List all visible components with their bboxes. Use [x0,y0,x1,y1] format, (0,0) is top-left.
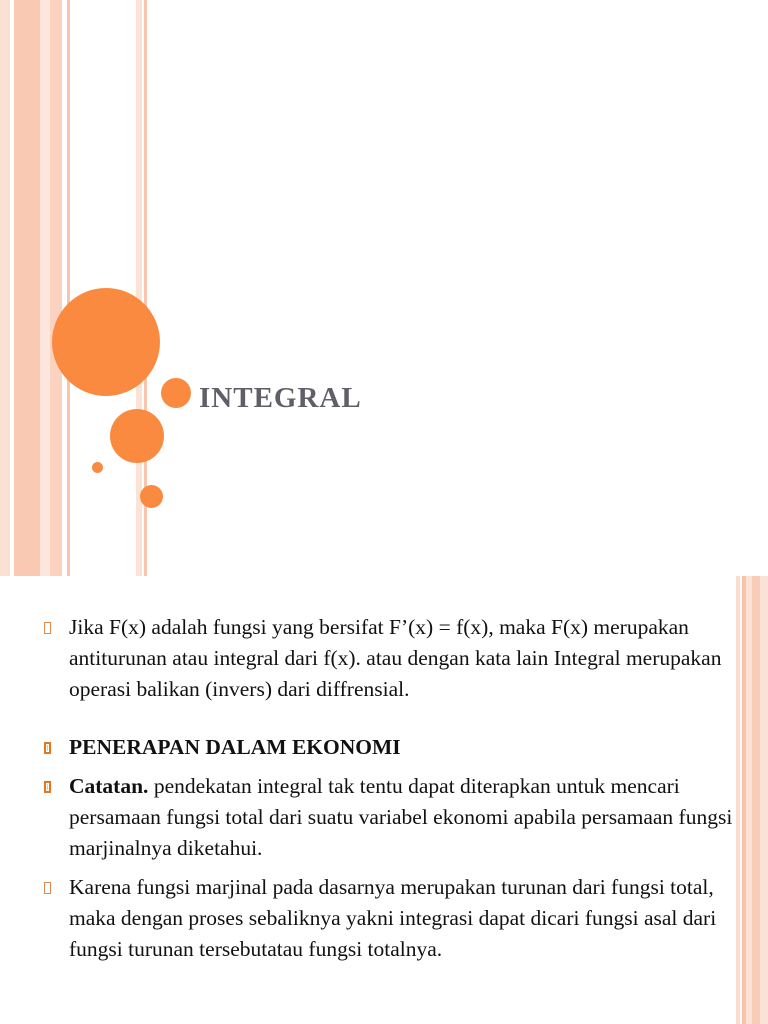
decorative-stripe [0,0,10,576]
bullet-text: Karena fungsi marjinal pada dasarnya merupakan turunan dari fungsi total, maka dengan proses sebaliknya yakni integrasi dapat dicari fungsi asal dari fungsi turunan tersebutatau fungsi totalnya. [69,875,717,961]
decorative-stripe [752,576,760,1024]
bullet-square-icon [44,622,51,634]
list-item [44,732,734,763]
bullet-label: Catatan. [69,774,149,798]
list-item [44,771,734,864]
content-slide [0,576,768,1024]
bullet-square-icon [44,882,51,894]
slide-title: INTEGRAL [199,382,362,414]
list-item [44,872,734,965]
decorative-stripe [67,0,70,576]
decorative-stripe [40,0,50,576]
decorative-circle-small [161,378,191,408]
bullet-text: Jika F(x) adalah fungsi yang bersifat F’(x) = f(x), maka F(x) merupakan antiturunan atau integral dari f(x). atau dengan kata lain Integral merupakan operasi balikan (invers) dari diffrensial. [69,615,722,701]
bullet-text: pendekatan integral tak tentu dapat diterapkan untuk mencari persamaan fungsi total dari suatu variabel ekonomi apabila persamaan fungsi marjinalnya diketahui. [69,774,733,860]
decorative-circle-large [52,288,160,396]
decorative-circle-tiny [92,462,103,473]
bullet-square-icon [44,742,51,754]
decorative-circle-small [140,485,163,508]
list-item [44,612,734,705]
decorative-circle-medium [110,409,164,463]
bullet-list [44,612,734,965]
section-heading: PENERAPAN DALAM EKONOMI [69,735,401,759]
decorative-stripe [50,0,62,576]
decorative-stripe [736,576,740,1024]
decorative-stripe [14,0,40,576]
bullet-square-icon [44,781,51,793]
